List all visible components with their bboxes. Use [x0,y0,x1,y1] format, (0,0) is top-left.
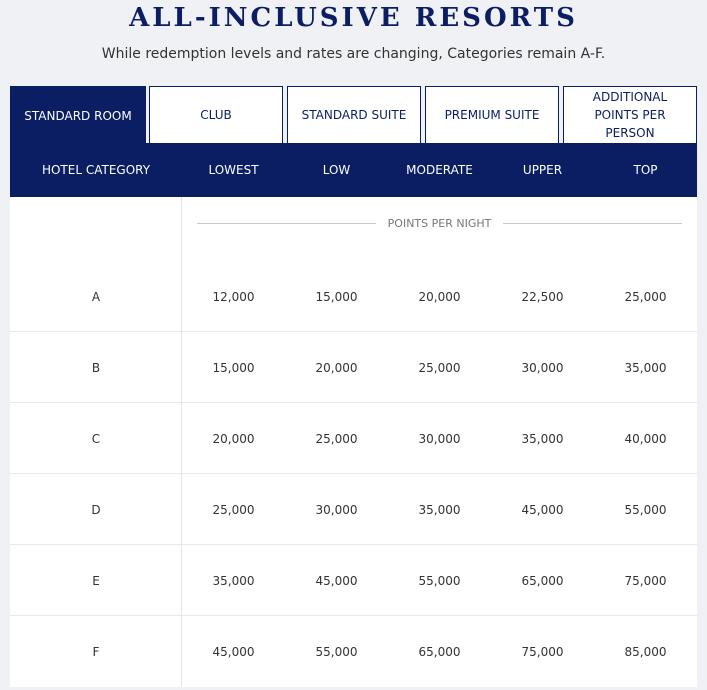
header-top: TOP [633,163,658,177]
points-cell: 35,000 [418,502,461,517]
points-cell: 30,000 [521,360,564,375]
page-title: ALL-INCLUSIVE RESORTS [129,3,578,33]
points-cell: 25,000 [315,431,358,446]
category-cell: F [92,644,100,659]
points-cell: 35,000 [212,573,255,588]
tab-premium-suite[interactable]: PREMIUM SUITE [425,86,559,144]
header-hotel-category: HOTEL CATEGORY [41,163,151,177]
header-moderate: MODERATE [406,163,473,177]
points-cell: 30,000 [315,502,358,517]
header-lowest: LOWEST [208,163,259,177]
header-low: LOW [322,163,351,177]
points-per-night-divider [197,215,682,233]
points-cell: 75,000 [521,644,564,659]
points-per-night-label: POINTS PER NIGHT [376,217,504,230]
table-row [10,403,697,474]
table-row [10,332,697,403]
category-cell: C [91,431,101,446]
tab-club[interactable]: CLUB [149,86,283,144]
points-table [10,197,697,687]
category-cell: B [91,360,101,375]
points-cell: 45,000 [521,502,564,517]
points-cell: 15,000 [212,360,255,375]
points-cell: 45,000 [315,573,358,588]
tab-standard-room[interactable]: STANDARD ROOM [10,86,146,146]
table-row [10,545,697,616]
points-cell: 12,000 [212,289,255,304]
points-cell: 20,000 [315,360,358,375]
points-cell: 20,000 [212,431,255,446]
points-cell: 25,000 [624,289,667,304]
category-cell: D [91,502,101,517]
room-type-tabs [10,86,697,144]
points-cell: 65,000 [521,573,564,588]
points-cell: 15,000 [315,289,358,304]
points-cell: 35,000 [521,431,564,446]
category-column-divider [181,197,182,687]
page-subtitle: While redemption levels and rates are changing, Categories remain A-F. [101,46,606,62]
table-header [10,143,697,197]
points-cell: 30,000 [418,431,461,446]
tab-additional-points-per-person[interactable]: ADDITIONAL POINTS PER PERSON [563,86,697,144]
points-cell: 75,000 [624,573,667,588]
header-upper: UPPER [522,163,563,177]
tab-standard-suite[interactable]: STANDARD SUITE [287,86,421,144]
points-cell: 40,000 [624,431,667,446]
table-row [10,616,697,687]
table-row [10,261,697,332]
category-cell: E [92,573,100,588]
points-cell: 22,500 [521,289,564,304]
points-cell: 55,000 [418,573,461,588]
category-cell: A [91,289,101,304]
points-cell: 55,000 [315,644,358,659]
points-cell: 25,000 [418,360,461,375]
points-cell: 65,000 [418,644,461,659]
points-cell: 45,000 [212,644,255,659]
points-cell: 55,000 [624,502,667,517]
points-cell: 20,000 [418,289,461,304]
table-row [10,474,697,545]
points-cell: 85,000 [624,644,667,659]
points-cell: 35,000 [624,360,667,375]
points-cell: 25,000 [212,502,255,517]
